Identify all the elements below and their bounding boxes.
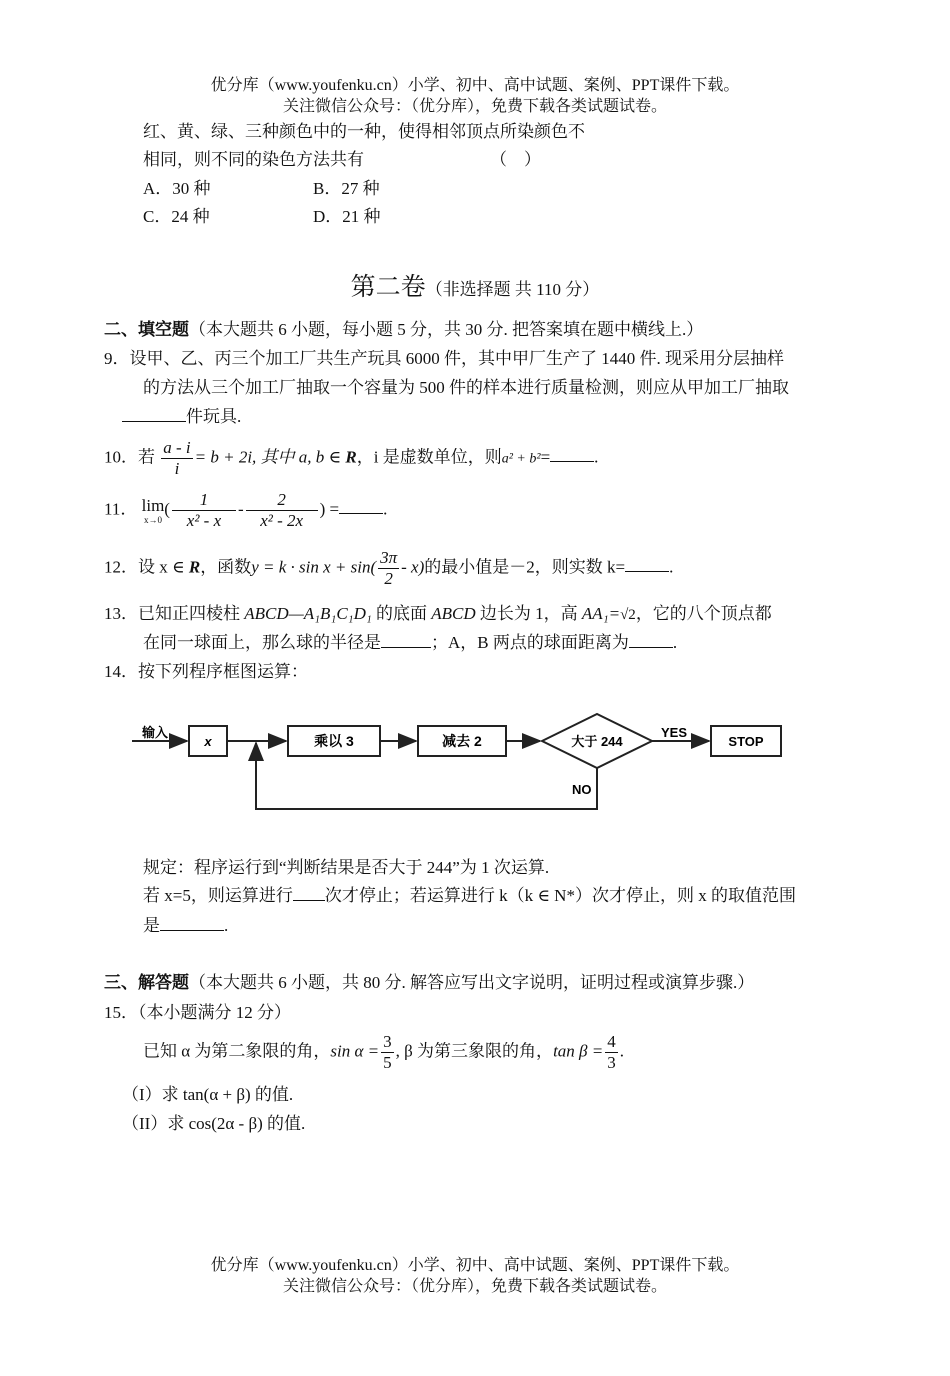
q11-f2-num: 2 [246, 490, 318, 511]
q14-text: 按下列程序框图运算： [138, 662, 308, 681]
q14-dot: . [224, 916, 229, 935]
q15-points: （本小题满分 12 分） [138, 1003, 291, 1022]
q14-line-3 [143, 916, 228, 936]
q8-answer-paren: （ ） [490, 150, 541, 169]
q10-dot: . [594, 447, 599, 467]
q12-fn: y = k · sin x + sin( [251, 557, 377, 577]
q8-option-c: C．24 种 [143, 207, 210, 226]
q12-pre: 设 x ∈ [138, 557, 189, 577]
q13-t1: 已知正四棱柱 [138, 604, 245, 623]
q10-end: = [540, 447, 551, 467]
q8-line-2: 相同，则不同的染色方法共有 [143, 150, 364, 169]
q13-dot: . [672, 633, 678, 652]
q8-option-b: B．27 种 [313, 179, 380, 198]
q14-number: 14． [104, 662, 138, 681]
q15-mid: , β 为第三象限的角， [395, 1041, 554, 1061]
q15-part-2: （II）求 cos(2α - β) 的值. [122, 1114, 306, 1133]
q11-f2-den: x² - 2x [260, 511, 304, 530]
q14-blank-1 [293, 886, 325, 901]
q11-lim-word: lim [141, 495, 165, 515]
flow-no-loop [256, 743, 597, 809]
section-3-note: （本大题共 6 小题，共 80 分. 解答应写出文字说明，证明过程或演算步骤.） [189, 973, 755, 992]
q11-f1-num: 1 [172, 490, 236, 511]
q13-t6: ；A，B 两点的球面距离为 [431, 633, 629, 652]
q15-sin: sin α = [330, 1041, 380, 1061]
q14-rule: 规定：程序运行到“判断结果是否大于 244”为 1 次运算. [143, 858, 550, 877]
q15-number: 15． [104, 1003, 138, 1022]
flow-yes-label: YES [661, 725, 688, 740]
q15-sin-num: 3 [383, 1032, 392, 1051]
q14-blank-2 [160, 916, 224, 931]
flow-input-label: 输入 [142, 725, 169, 740]
section-2-title: 二、填空题 [104, 320, 189, 339]
q10-number: 10． [104, 447, 138, 467]
q15-tan-frac [605, 1032, 618, 1073]
flow-multiply-label: 乘以 3 [314, 733, 354, 749]
q10-mid: ，i 是虚数单位，则 [356, 447, 502, 467]
q14-l2-b: 次才停止；若运算进行 k（k ∈ N*）次才停止，则 x 的取值范围 [324, 886, 796, 905]
q13-base: ABCD [431, 604, 476, 623]
q15-tan-num: 4 [607, 1032, 616, 1051]
q13-t3: 边长为 1，高 [475, 604, 582, 623]
q11-number: 11． [104, 499, 138, 519]
q15-line-1 [104, 1003, 291, 1023]
q8-line-1: 红、黄、绿、三种颜色中的一种，使得相邻顶点所染颜色不 [143, 122, 585, 141]
q14-l3-a: 是 [143, 916, 160, 935]
q11-dot: . [383, 499, 388, 519]
q10-expr: a² + b² [501, 451, 541, 467]
q9-text-3: 件玩具. [186, 407, 242, 426]
q8-option-a: A．30 种 [143, 179, 211, 198]
q12-frac-den: 2 [384, 569, 393, 588]
part2-subtitle: （非选择题 共 110 分） [425, 280, 600, 299]
section-3-title: 三、解答题 [104, 973, 189, 992]
section-2-note: （本大题共 6 小题，每小题 5 分，共 30 分. 把答案填在题中横线上.） [189, 320, 704, 339]
flow-x-label: x [204, 734, 212, 749]
q11-minus: - [237, 499, 244, 519]
q15-part-1: （I）求 tan(α + β) 的值. [122, 1085, 294, 1104]
part2-title-main: 第二卷 [350, 274, 426, 301]
q10-eq: = b + 2i, 其中 a, b ∈ [194, 447, 346, 467]
flow-stop-label: STOP [728, 734, 764, 749]
q13-height: AA₁= [581, 604, 621, 623]
footer-line-1: 优分库（www.youfenku.cn）小学、初中、高中试题、案例、PPT课件下载。 [210, 1257, 740, 1274]
q13-t2: 的底面 [371, 604, 432, 623]
header-line-1: 优分库（www.youfenku.cn）小学、初中、高中试题、案例、PPT课件下载。 [210, 77, 740, 94]
q9-line-2: 的方法从三个加工厂抽取一个容量为 500 件的样本进行质量检测，则应从甲加工厂抽取 [143, 378, 789, 397]
section-3-heading [104, 973, 754, 993]
q13-sqrt: √2 [620, 607, 636, 623]
q15-pre: 已知 α 为第二象限的角， [143, 1041, 331, 1061]
q12-dot: . [669, 557, 674, 577]
q13-t5: 在同一球面上，那么球的半径是 [143, 633, 381, 652]
q11-lim-sub: x→0 [143, 515, 162, 526]
q11-end: ) = [319, 499, 340, 519]
q15-sin-frac [381, 1032, 394, 1073]
q9-text-1: 设甲、乙、丙三个加工厂共生产玩具 6000 件，其中甲厂生产了 1440 件. 现采用分层抽样 [129, 349, 784, 368]
header-line-2: 关注微信公众号：（优分库），免费下载各类试题试卷。 [282, 98, 667, 115]
q10-pre: 若 [138, 447, 155, 467]
q12-mid: ，函数 [200, 557, 252, 577]
flow-no-label: NO [572, 782, 592, 797]
q11: 11． lim x→0 ( $\frac{1}{\text{x² - x}}$ - $\frac{2}{\text{x² - 2x}}$ ) = . [104, 490, 388, 530]
q13-prism: ABCD—A₁B₁C₁D₁ [244, 604, 372, 623]
q9-number: 9． [104, 349, 130, 368]
q12-number: 12． [104, 557, 138, 577]
q12-fn-end: - x) [401, 557, 425, 577]
q14-l2-a: 若 x=5，则运算进行 [143, 886, 293, 905]
q11-f1-den: x² - x [186, 511, 222, 530]
q10-frac-den: i [174, 459, 180, 478]
flow-subtract-label: 减去 2 [442, 733, 482, 749]
q10-R: R [345, 447, 357, 467]
q8-option-d: D．21 种 [313, 207, 381, 226]
q15-tan-den: 3 [607, 1053, 616, 1072]
q15-given [143, 1032, 624, 1073]
q12-tail: 的最小值是－2，则实数 k= [424, 557, 626, 577]
q15-dot: . [619, 1041, 624, 1061]
q14-line-2 [143, 886, 796, 906]
q13-t4: ，它的八个顶点都 [635, 604, 772, 623]
footer-line-2: 关注微信公众号：（优分库），免费下载各类试题试卷。 [282, 1278, 667, 1295]
q13-number: 13． [104, 604, 138, 623]
q10-frac-num: a - i [163, 438, 191, 457]
q12-R: R [188, 557, 201, 577]
q15-sin-den: 5 [383, 1053, 392, 1072]
q15-tan: tan β = [553, 1041, 604, 1061]
flow-condition-label: 大于 244 [571, 734, 623, 749]
q12-frac-num: 3π [380, 548, 398, 567]
